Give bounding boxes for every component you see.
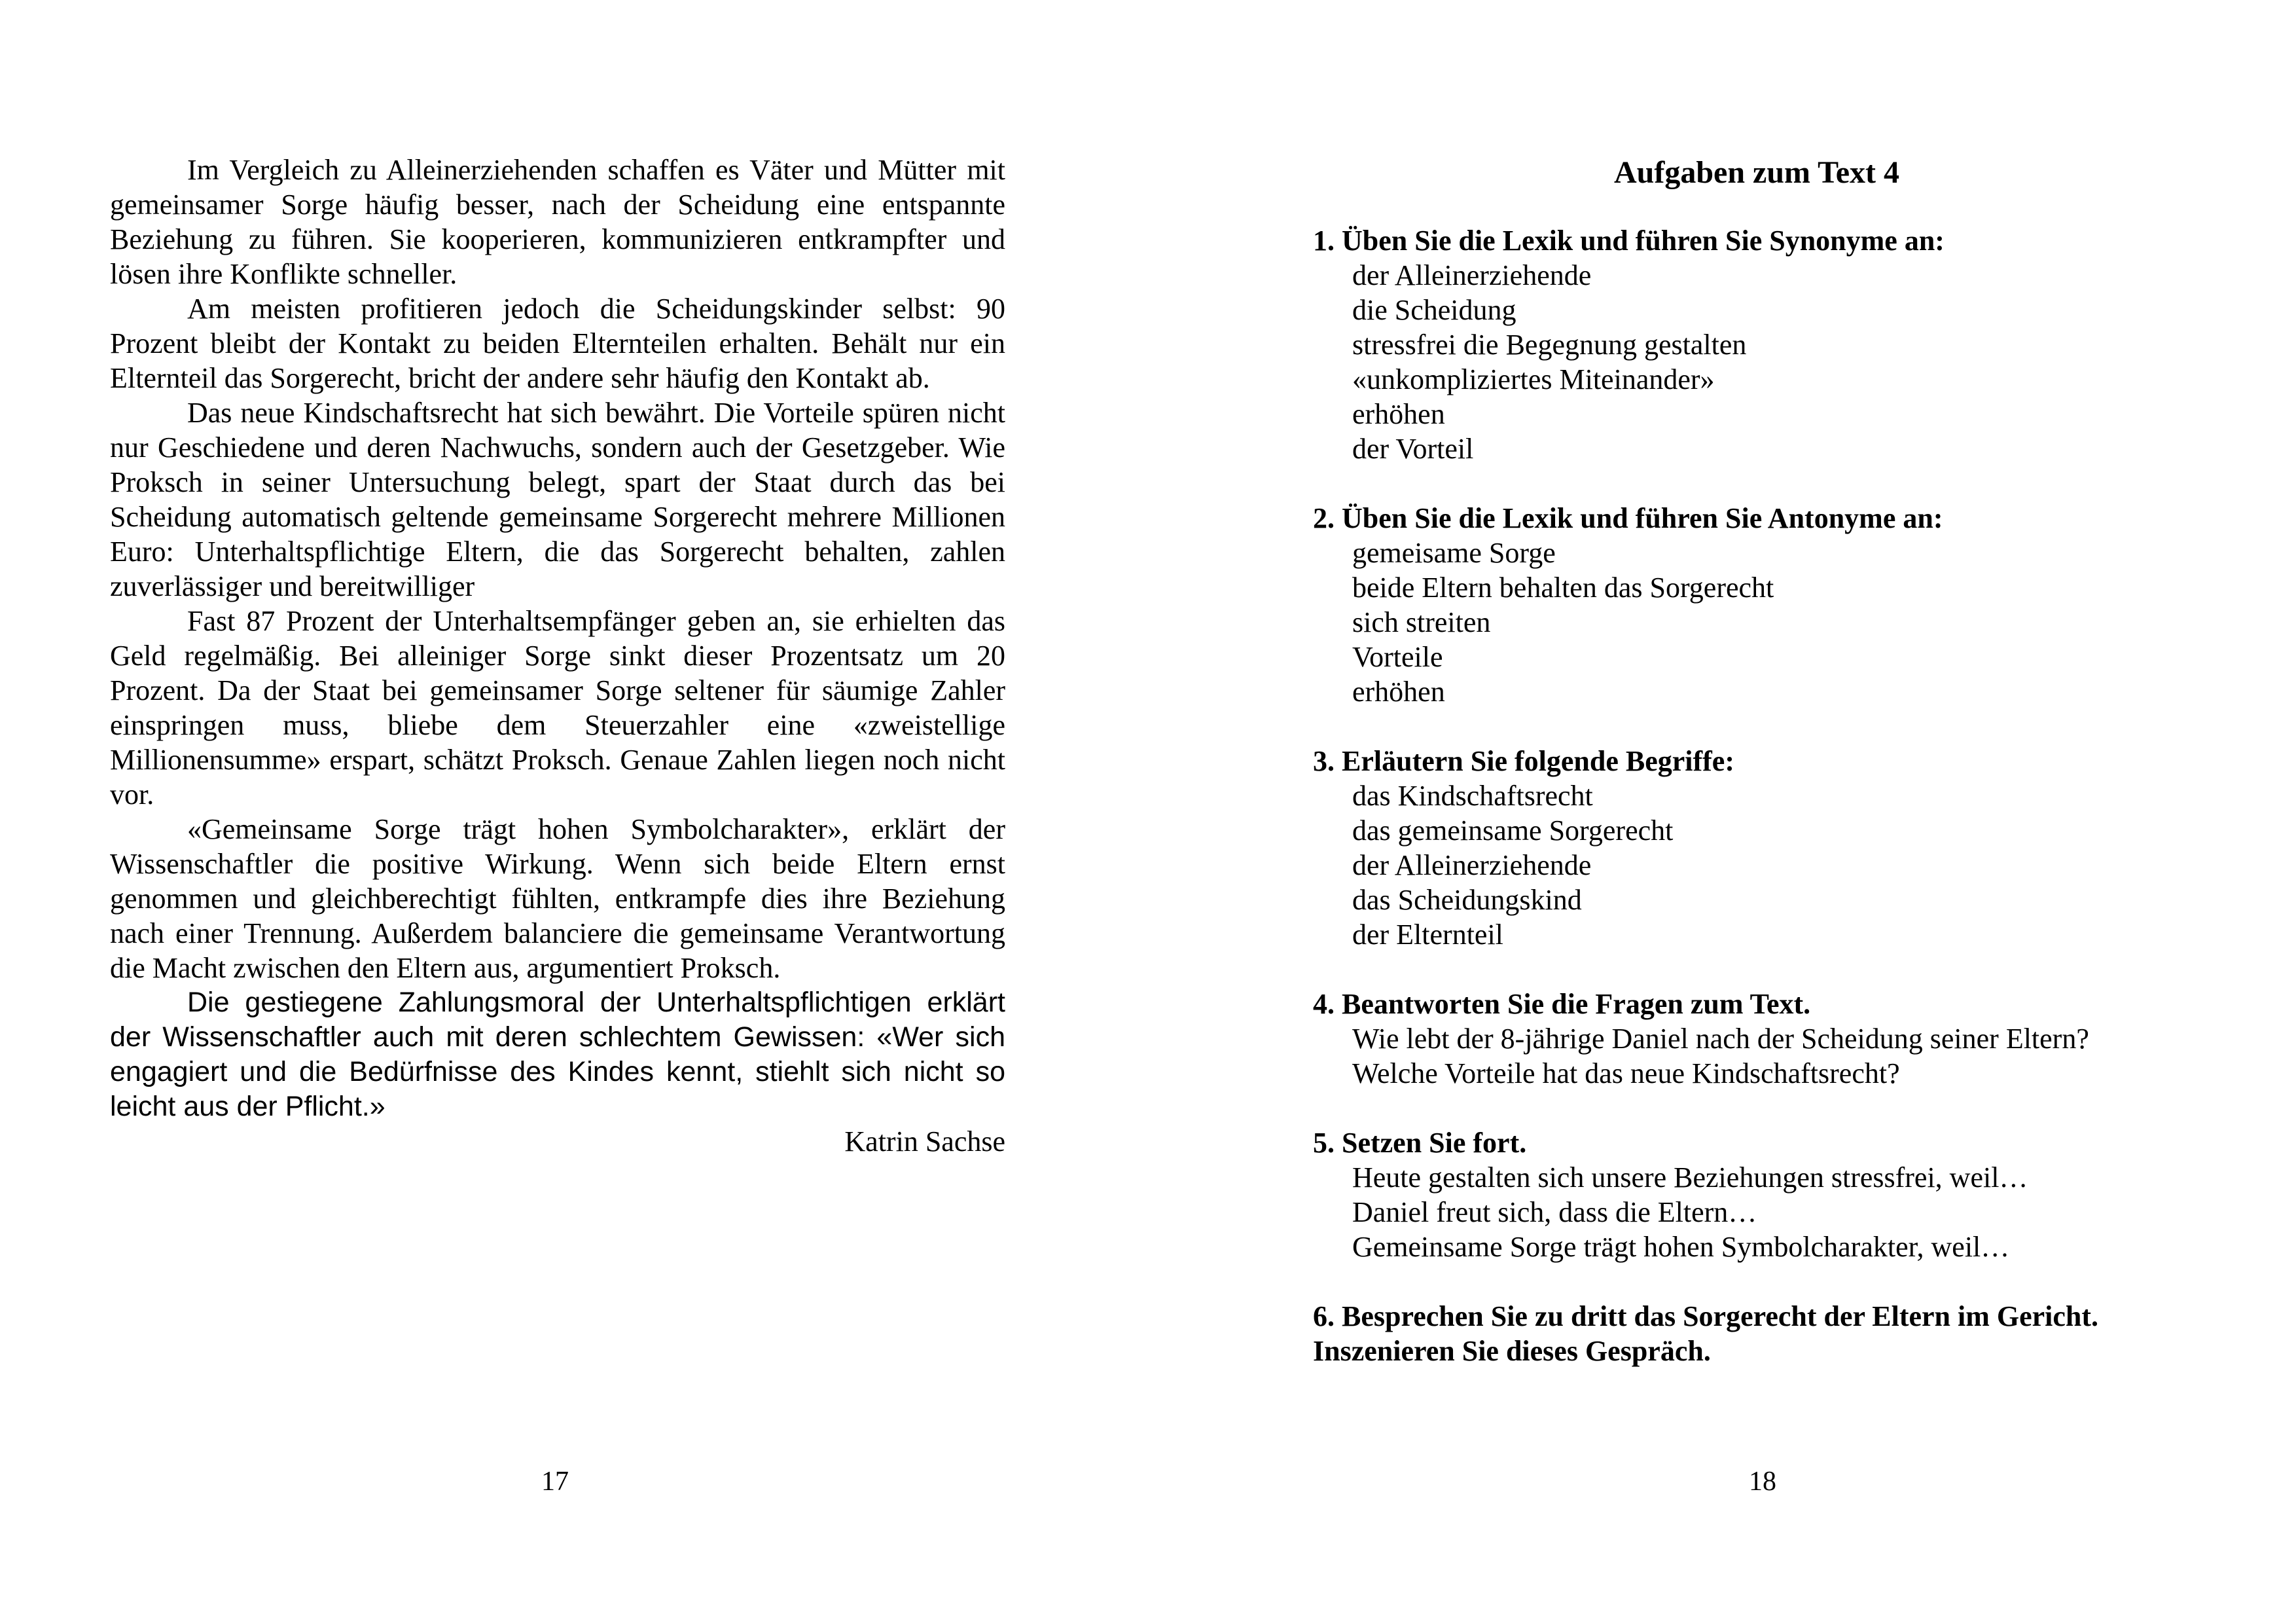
task-heading: 2. Üben Sie die Lexik und führen Sie Antonyme an: — [1313, 502, 1943, 534]
task-item: Heute gestalten sich unsere Beziehungen stressfrei, weil… — [1352, 1161, 2028, 1194]
task-heading: Inszenieren Sie dieses Gespräch. — [1313, 1335, 1711, 1367]
task-item: der Vorteil — [1352, 433, 1474, 465]
task-item: das gemeinsame Sorgerecht — [1352, 814, 1674, 847]
task-heading: 3. Erläutern Sie folgende Begriffe: — [1313, 745, 1734, 777]
task-item: Gemeinsame Sorge trägt hohen Symbolcharakter, weil… — [1352, 1231, 2010, 1263]
task-item: Daniel freut sich, dass die Eltern… — [1352, 1196, 1757, 1228]
task-heading: 6. Besprechen Sie zu dritt das Sorgerecht der Eltern im Gericht. — [1313, 1300, 2099, 1332]
article-paragraph: Das neue Kindschaftsrecht hat sich bewährt. Die Vorteile spüren nicht nur Geschiedene und deren Nachwuchs, sondern auch der Gesetzgeber. Wie Proksch in seiner Untersuchung belegt, spart der Staat durch das bei Scheidung automatisch geltende gemeinsame Sorgerecht mehrere Millionen Euro: Unterhaltspflichtige Eltern, die das Sorgerecht behalten, zahlen zuverlässiger und bereitwilliger — [110, 397, 1005, 602]
task-item: Vorteile — [1352, 641, 1443, 673]
article-text — [110, 153, 1005, 1159]
task-item: erhöhen — [1352, 398, 1445, 430]
task-heading: 4. Beantworten Sie die Fragen zum Text. — [1313, 988, 1811, 1020]
task-item: die Scheidung — [1352, 294, 1516, 326]
task-4 — [1313, 987, 2229, 1091]
task-item: der Elternteil — [1352, 919, 1503, 951]
article-paragraph: «Gemeinsame Sorge trägt hohen Symbolcharakter», erklärt der Wissenschaftler die positive Wirkung. Wenn sich beide Eltern ernst genommen und gleichberechtigt fühlten, entkrampfe dies ihre Beziehung nach einer Trennung. Außerdem balanciere die gemeinsame Verantwortung die Macht zwischen den Eltern aus, argumentiert Proksch. — [110, 813, 1005, 984]
task-item: das Kindschaftsrecht — [1352, 780, 1593, 812]
task-item: gemeisame Sorge — [1352, 537, 1556, 569]
task-item: der Alleinerziehende — [1352, 259, 1592, 291]
tasks-title: Aufgaben zum Text 4 — [1613, 155, 1900, 190]
task-1 — [1313, 223, 2229, 466]
page-number: 18 — [1749, 1467, 1776, 1497]
task-3 — [1313, 744, 2229, 952]
task-6 — [1313, 1299, 2229, 1368]
article-paragraph: Im Vergleich zu Alleinerziehenden schaffen es Väter und Mütter mit gemeinsamer Sorge häufig besser, nach der Scheidung eine entspannte Beziehung zu führen. Sie kooperieren, kommunizieren entkrampfter und lösen ihre Konflikte schneller. — [110, 154, 1005, 290]
task-item: erhöhen — [1352, 676, 1445, 708]
article-paragraph: Am meisten profitieren jedoch die Scheidungskinder selbst: 90 Prozent bleibt der Kontakt zu beiden Elternteilen erhalten. Behält nur ein Elternteil das Sorgerecht, bricht der andere sehr häufig den Kontakt ab. — [110, 293, 1005, 394]
task-item: das Scheidungskind — [1352, 884, 1582, 916]
task-item: Welche Vorteile hat das neue Kindschaftsrecht? — [1352, 1057, 1900, 1089]
page-number: 17 — [541, 1467, 569, 1497]
task-5 — [1313, 1125, 2229, 1264]
task-item: Wie lebt der 8-jährige Daniel nach der Scheidung seiner Eltern? — [1352, 1023, 2089, 1055]
article-author: Katrin Sachse — [844, 1125, 1005, 1158]
article-paragraph: Fast 87 Prozent der Unterhaltsempfänger geben an, sie erhielten das Geld regelmäßig. Bei alleiniger Sorge sinkt dieser Prozentsatz um 20 Prozent. Da der Staat bei gemeinsamer Sorge seltener für säumige Zahler einspringen muss, bliebe dem Steuerzahler eine «zweistellige Millionensumme» erspart, schätzt Proksch. Genaue Zahlen liegen noch nicht vor. — [110, 605, 1005, 811]
task-item: «unkompliziertes Miteinander» — [1352, 363, 1715, 395]
article-paragraph: Die gestiegene Zahlungsmoral der Unterhaltspflichtigen erklärt der Wissenschaftler auch mit deren schlechtem Gewissen: «Wer sich engagiert und die Bedürfnisse des Kindes kennt, stiehlt sich nicht so leicht aus der Pflicht.» — [110, 987, 1005, 1122]
task-heading: 5. Setzen Sie fort. — [1313, 1127, 1527, 1159]
task-item: sich streiten — [1352, 606, 1491, 638]
tasks-section — [1313, 154, 2229, 1403]
task-heading: 1. Üben Sie die Lexik und führen Sie Synonyme an: — [1313, 225, 1945, 257]
task-item: beide Eltern behalten das Sorgerecht — [1352, 572, 1774, 604]
right-page — [1148, 0, 2296, 1623]
task-item: der Alleinerziehende — [1352, 849, 1592, 881]
task-2 — [1313, 501, 2229, 709]
task-item: stressfrei die Begegnung gestalten — [1352, 329, 1747, 361]
